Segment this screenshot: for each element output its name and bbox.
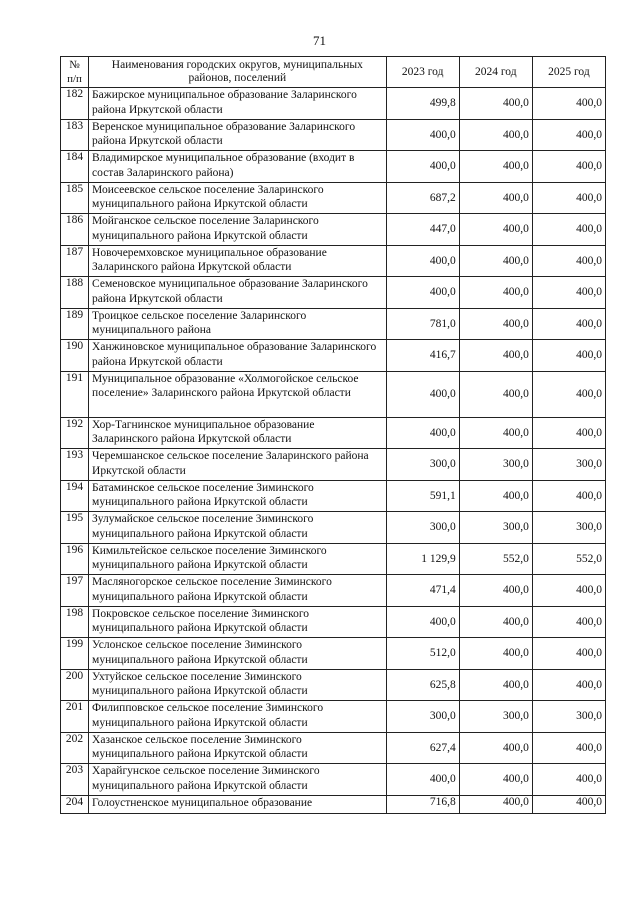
- value-2024: 400,0: [459, 669, 532, 701]
- row-number: 188: [61, 277, 89, 309]
- table-row: [61, 88, 606, 120]
- value-2024: 400,0: [459, 308, 532, 340]
- value-2024: 400,0: [459, 795, 532, 813]
- table-row: [61, 795, 606, 813]
- row-number: 184: [61, 151, 89, 183]
- value-2024: 400,0: [459, 182, 532, 214]
- value-2025: 400,0: [532, 732, 605, 764]
- row-number: 194: [61, 480, 89, 512]
- row-number: 193: [61, 449, 89, 481]
- value-2023: 300,0: [386, 701, 459, 733]
- value-2025: 300,0: [532, 512, 605, 544]
- row-name: Троицкое сельское поселение Заларинского муниципального района: [89, 308, 387, 340]
- row-number: 187: [61, 245, 89, 277]
- table-row: [61, 308, 606, 340]
- row-name: Бажирское муниципальное образование Заларинского района Иркутской области: [89, 88, 387, 120]
- value-2023: 400,0: [386, 151, 459, 183]
- row-number: 198: [61, 606, 89, 638]
- value-2023: 499,8: [386, 88, 459, 120]
- value-2023: 416,7: [386, 340, 459, 372]
- value-2023: 400,0: [386, 119, 459, 151]
- table-row: [61, 480, 606, 512]
- row-number: 183: [61, 119, 89, 151]
- value-2023: 300,0: [386, 512, 459, 544]
- row-name: Масляногорское сельское поселение Зиминского муниципального района Иркутской области: [89, 575, 387, 607]
- value-2025: 552,0: [532, 543, 605, 575]
- value-2023: 471,4: [386, 575, 459, 607]
- row-name: Ухтуйское сельское поселение Зиминского муниципального района Иркутской области: [89, 669, 387, 701]
- header-name: Наименования городских округов, муниципальных районов, поселений: [89, 57, 387, 88]
- value-2023: 716,8: [386, 795, 459, 813]
- value-2025: 400,0: [532, 88, 605, 120]
- value-2024: 400,0: [459, 88, 532, 120]
- value-2025: 400,0: [532, 308, 605, 340]
- value-2023: 625,8: [386, 669, 459, 701]
- row-number: 182: [61, 88, 89, 120]
- value-2023: 400,0: [386, 764, 459, 796]
- value-2025: 400,0: [532, 371, 605, 417]
- row-name: Муниципальное образование «Холмогойское сельское поселение» Заларинского района Иркутской области: [89, 371, 387, 417]
- table-body: [61, 88, 606, 814]
- row-name: Веренское муниципальное образование Заларинского района Иркутской области: [89, 119, 387, 151]
- table-row: [61, 182, 606, 214]
- table-row: [61, 701, 606, 733]
- value-2025: 400,0: [532, 638, 605, 670]
- value-2024: 400,0: [459, 638, 532, 670]
- value-2023: 400,0: [386, 371, 459, 417]
- row-name: Голоустненское муниципальное образование: [89, 795, 387, 813]
- table-row: [61, 151, 606, 183]
- row-name: Филипповское сельское поселение Зиминского муниципального района Иркутской области: [89, 701, 387, 733]
- row-name: Харайгунское сельское поселение Зиминского муниципального района Иркутской области: [89, 764, 387, 796]
- value-2025: 400,0: [532, 277, 605, 309]
- budget-table: [60, 56, 606, 814]
- value-2025: 400,0: [532, 119, 605, 151]
- value-2025: 400,0: [532, 575, 605, 607]
- row-name: Зулумайское сельское поселение Зиминского муниципального района Иркутской области: [89, 512, 387, 544]
- page-number: 71: [313, 33, 326, 48]
- row-name: Новочеремховское муниципальное образование Заларинского района Иркутской области: [89, 245, 387, 277]
- value-2025: 400,0: [532, 417, 605, 449]
- value-2023: 627,4: [386, 732, 459, 764]
- value-2024: 400,0: [459, 417, 532, 449]
- header-2023: 2023 год: [386, 57, 459, 88]
- header-num: [61, 57, 89, 88]
- row-name: Моисеевское сельское поселение Заларинского муниципального района Иркутской области: [89, 182, 387, 214]
- row-name: Хазанское сельское поселение Зиминского муниципального района Иркутской области: [89, 732, 387, 764]
- value-2025: 400,0: [532, 245, 605, 277]
- value-2024: 400,0: [459, 480, 532, 512]
- value-2024: 400,0: [459, 575, 532, 607]
- value-2024: 400,0: [459, 732, 532, 764]
- row-number: 195: [61, 512, 89, 544]
- table-row: [61, 371, 606, 417]
- value-2025: 400,0: [532, 151, 605, 183]
- value-2024: 300,0: [459, 701, 532, 733]
- value-2025: 400,0: [532, 214, 605, 246]
- value-2024: 400,0: [459, 371, 532, 417]
- value-2024: 400,0: [459, 277, 532, 309]
- value-2024: 300,0: [459, 449, 532, 481]
- value-2024: 400,0: [459, 606, 532, 638]
- table-row: [61, 764, 606, 796]
- row-number: 197: [61, 575, 89, 607]
- row-name: Кимильтейское сельское поселение Зиминского муниципального района Иркутской области: [89, 543, 387, 575]
- row-name: Услонское сельское поселение Зиминского муниципального района Иркутской области: [89, 638, 387, 670]
- value-2024: 400,0: [459, 151, 532, 183]
- row-name: Хор-Тагнинское муниципальное образование Заларинского района Иркутской области: [89, 417, 387, 449]
- value-2023: 512,0: [386, 638, 459, 670]
- value-2024: 400,0: [459, 214, 532, 246]
- row-number: 190: [61, 340, 89, 372]
- table-header: [61, 57, 606, 88]
- row-number: 202: [61, 732, 89, 764]
- value-2025: 400,0: [532, 606, 605, 638]
- value-2024: 552,0: [459, 543, 532, 575]
- value-2025: 400,0: [532, 480, 605, 512]
- row-number: 185: [61, 182, 89, 214]
- value-2023: 300,0: [386, 449, 459, 481]
- value-2025: 300,0: [532, 449, 605, 481]
- value-2023: 400,0: [386, 245, 459, 277]
- table-row: [61, 575, 606, 607]
- value-2024: 300,0: [459, 512, 532, 544]
- value-2023: 400,0: [386, 606, 459, 638]
- value-2023: 447,0: [386, 214, 459, 246]
- table-row: [61, 340, 606, 372]
- row-number: 196: [61, 543, 89, 575]
- value-2023: 400,0: [386, 277, 459, 309]
- value-2023: 781,0: [386, 308, 459, 340]
- row-name: Владимирское муниципальное образование (входит в состав Заларинского района): [89, 151, 387, 183]
- value-2025: 400,0: [532, 182, 605, 214]
- row-name: Покровское сельское поселение Зиминского муниципального района Иркутской области: [89, 606, 387, 638]
- table-row: [61, 606, 606, 638]
- value-2025: 400,0: [532, 795, 605, 813]
- header-num-text: № п/п: [67, 59, 82, 85]
- table-row: [61, 214, 606, 246]
- row-number: 192: [61, 417, 89, 449]
- value-2024: 400,0: [459, 245, 532, 277]
- value-2025: 400,0: [532, 340, 605, 372]
- value-2023: 591,1: [386, 480, 459, 512]
- table-row: [61, 417, 606, 449]
- table-row: [61, 732, 606, 764]
- table-row: [61, 119, 606, 151]
- row-name: Ханжиновское муниципальное образование Заларинского района Иркутской области: [89, 340, 387, 372]
- table-row: [61, 245, 606, 277]
- row-number: 203: [61, 764, 89, 796]
- row-number: 186: [61, 214, 89, 246]
- row-number: 189: [61, 308, 89, 340]
- header-2025: 2025 год: [532, 57, 605, 88]
- row-number: 201: [61, 701, 89, 733]
- header-2024: 2024 год: [459, 57, 532, 88]
- row-number: 191: [61, 371, 89, 417]
- table-row: [61, 543, 606, 575]
- row-number: 204: [61, 795, 89, 813]
- row-name: Батаминское сельское поселение Зиминского муниципального района Иркутской области: [89, 480, 387, 512]
- value-2023: 687,2: [386, 182, 459, 214]
- row-name: Мойганское сельское поселение Заларинского муниципального района Иркутской области: [89, 214, 387, 246]
- value-2023: 1 129,9: [386, 543, 459, 575]
- value-2025: 300,0: [532, 701, 605, 733]
- value-2024: 400,0: [459, 340, 532, 372]
- table-row: [61, 512, 606, 544]
- value-2025: 400,0: [532, 669, 605, 701]
- row-number: 199: [61, 638, 89, 670]
- table-row: [61, 449, 606, 481]
- row-number: 200: [61, 669, 89, 701]
- value-2024: 400,0: [459, 764, 532, 796]
- table-row: [61, 638, 606, 670]
- table-row: [61, 669, 606, 701]
- value-2024: 400,0: [459, 119, 532, 151]
- value-2023: 400,0: [386, 417, 459, 449]
- table-row: [61, 277, 606, 309]
- value-2025: 400,0: [532, 764, 605, 796]
- row-name: Семеновское муниципальное образование Заларинского района Иркутской области: [89, 277, 387, 309]
- row-name: Черемшанское сельское поселение Заларинского района Иркутской области: [89, 449, 387, 481]
